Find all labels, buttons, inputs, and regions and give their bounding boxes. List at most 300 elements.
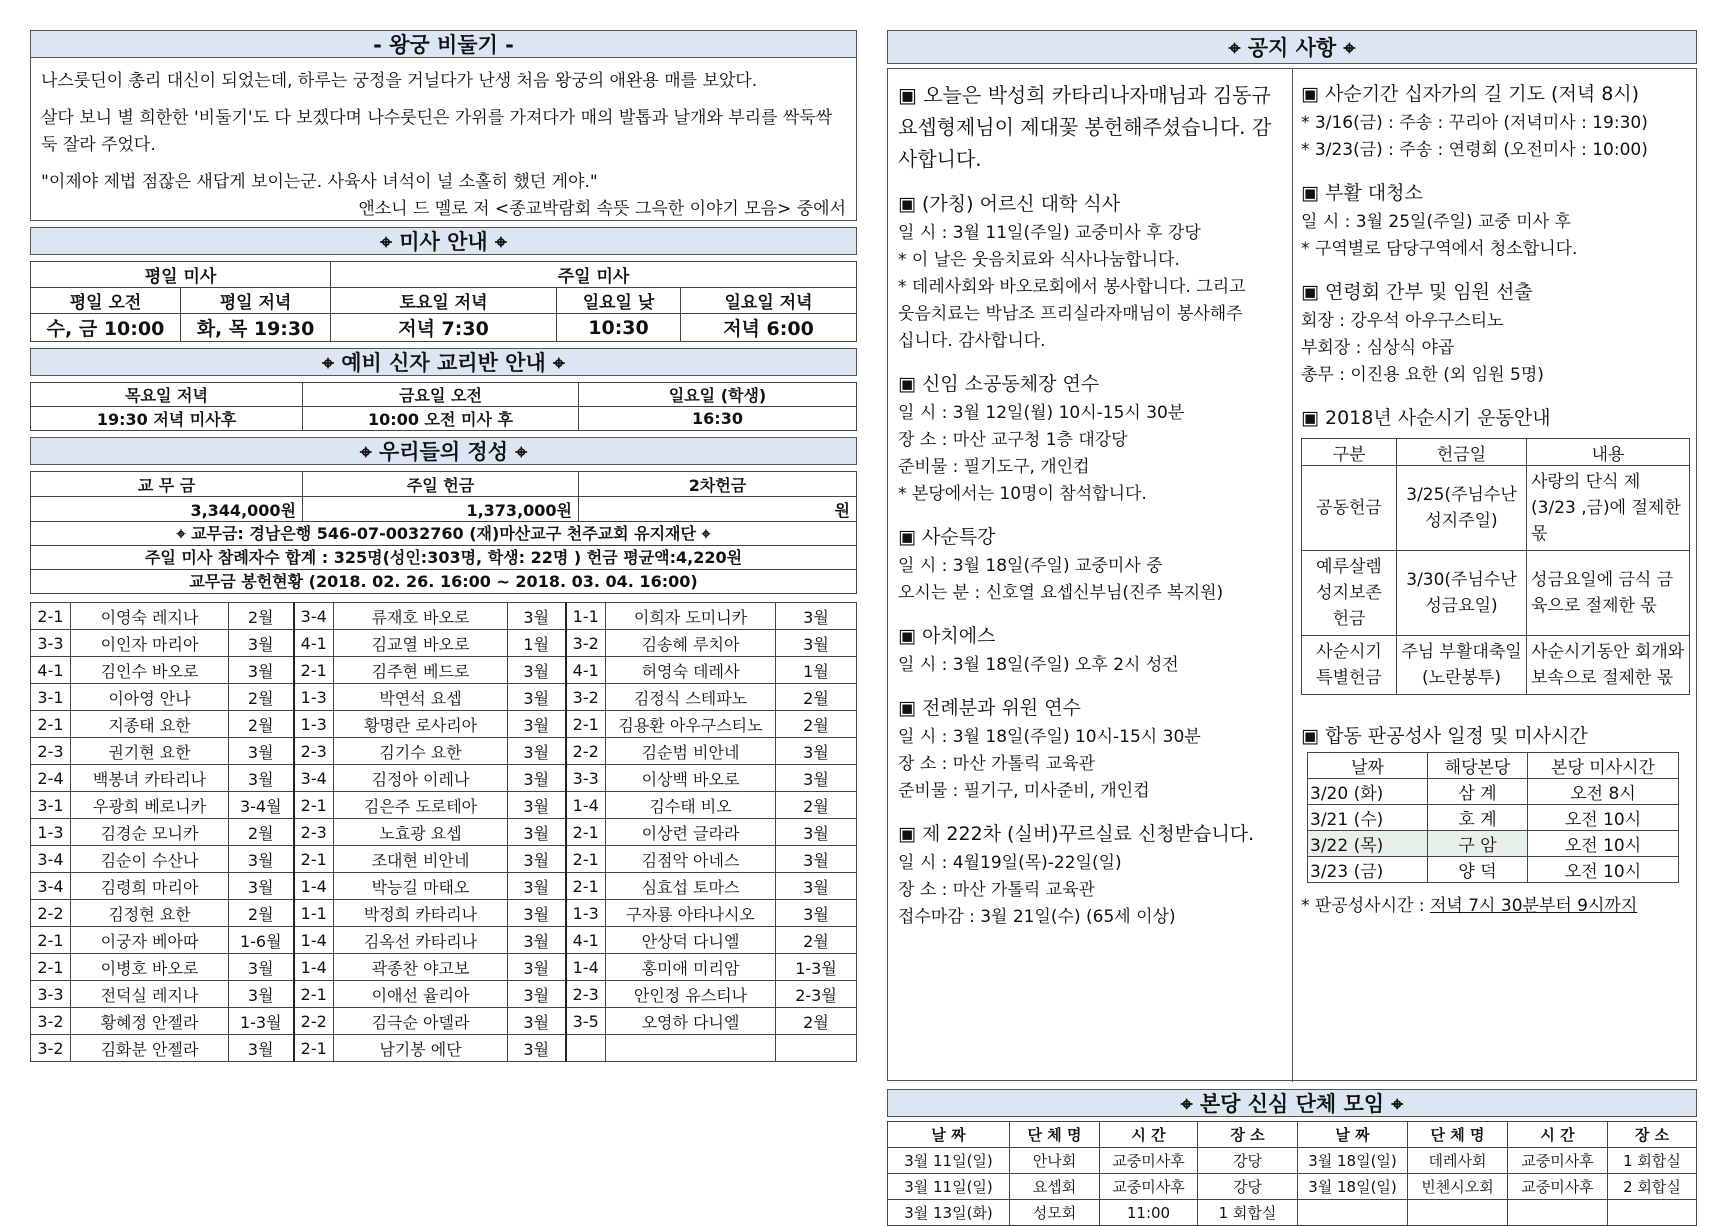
roster-months: 2월 [229,900,294,927]
roster-name: 김용환 아우구스티노 [606,711,776,738]
donation-period: 교무금 봉헌현황 (2018. 02. 26. 16:00 ~ 2018. 03. 04. 16:00) [30,570,857,594]
groups-cell: 강당 [1198,1148,1298,1174]
notice-line: 장 소 : 마산 가톨릭 교육관 [898,754,1095,774]
penance-cell: 3/21 (수) [1308,805,1428,831]
roster-name: 이아영 안나 [71,684,229,711]
roster-name: 백봉녀 카타리나 [71,765,229,792]
notice-box [887,68,1697,1081]
roster-district: 3-1 [31,684,71,711]
table-row [31,900,857,927]
catechism-time: 16:30 [579,407,857,431]
roster-months: 3월 [508,711,566,738]
roster-district: 3-4 [294,603,334,630]
groups-cell: 요셉회 [1010,1174,1100,1200]
roster-district [566,1035,606,1062]
groups-cell: 안나회 [1010,1148,1100,1174]
notice-section-title: ▣ 연령회 간부 및 임원 선출 [1301,277,1690,304]
groups-cell: 3월 18일(일) [1298,1174,1408,1200]
table-row [31,657,857,684]
campaign-col: 구분 [1302,439,1397,466]
roster-name: 지종태 요한 [71,711,229,738]
mass-time: 화, 목 19:30 [181,314,331,342]
roster-months: 3월 [776,630,857,657]
catechism-title: ⌖ 예비 신자 교리반 안내 ⌖ [30,348,857,376]
story-paragraph-2: 살다 보니 별 희한한 '비둘기'도 다 보겠다며 나수룻딘은 가위를 가져다가 매의 발톱과 날개와 부리를 싹둑싹둑 잘라 주었다. [41,108,833,155]
groups-cell [1298,1200,1408,1226]
roster-name: 김은주 도로테아 [334,792,508,819]
campaign-cell: 사순시기 특별헌금 [1302,636,1397,695]
mass-col: 평일 오전 [31,288,181,314]
table-row [31,1008,857,1035]
groups-col: 단 체 명 [1408,1122,1508,1148]
roster-months: 2월 [776,711,857,738]
roster-district: 2-3 [566,981,606,1008]
roster-months: 3월 [776,900,857,927]
mass-time: 10:30 [557,314,681,342]
notice-line: 웃음치료는 박남조 프리실라자매님이 봉사해주 [898,304,1243,324]
campaign-col: 헌금일 [1397,439,1527,466]
notice-section-title: ▣ 전례분과 위원 연수 [898,693,1284,720]
roster-name: 김경순 모니카 [71,819,229,846]
roster-district: 3-2 [31,1035,71,1062]
roster-months: 3월 [508,981,566,1008]
notice-section [1301,277,1690,389]
roster-months: 3월 [508,1008,566,1035]
mass-table [30,261,857,342]
table-row [888,1148,1697,1174]
roster-name: 김정아 이레나 [334,765,508,792]
table-row [31,1035,857,1062]
donations-table [30,471,857,522]
table-row [31,630,857,657]
roster-months: 3월 [508,684,566,711]
notice-line: * 3/23(금) : 주송 : 연령회 (오전미사 : 10:00) [1301,140,1648,160]
groups-col: 날 짜 [1298,1122,1408,1148]
campaign-table [1301,438,1690,695]
roster-district: 2-1 [294,981,334,1008]
roster-name: 곽종찬 야고보 [334,954,508,981]
notice-section [898,189,1284,355]
roster-months: 3월 [508,819,566,846]
roster-name: 권기현 요한 [71,738,229,765]
table-row [31,981,857,1008]
notice-right-panel [1293,69,1698,1082]
catechism-time: 10:00 오전 미사 후 [303,407,579,431]
mass-col: 일요일 저녁 [681,288,857,314]
roster-name: 오영하 다니엘 [606,1008,776,1035]
notice-section [1301,178,1690,263]
roster-months: 3월 [508,657,566,684]
notice-section [898,621,1284,679]
roster-name: 김령희 마리아 [71,873,229,900]
campaign-cell: 예루살렘 성지보존 헌금 [1302,551,1397,636]
roster-name: 박연석 요셉 [334,684,508,711]
attendance-summary: 주일 미사 참례자수 합계 : 325명(성인:303명, 학생: 22명 ) 헌금 평균액:4,220원 [30,546,857,570]
roster-district: 3-3 [566,765,606,792]
roster-months: 2월 [229,711,294,738]
notice-section [898,522,1284,607]
story-source: 앤소니 드 멜로 저 <종교박람회 속뜻 그윽한 이야기 모음> 중에서 [358,199,846,219]
notice-section-title: ▣ 부활 대청소 [1301,178,1690,205]
notice-section [898,819,1284,931]
notice-line: 일 시 : 3월 12일(월) 10시-15시 30분 [898,403,1185,423]
roster-name: 안상덕 다니엘 [606,927,776,954]
groups-cell: 11:00 [1100,1200,1198,1226]
roster-name: 김옥선 카타리나 [334,927,508,954]
penance-cell: 구 암 [1428,831,1528,857]
campaign-col: 내용 [1527,439,1690,466]
penance-cell: 양 덕 [1428,857,1528,883]
roster-name [606,1035,776,1062]
groups-cell: 3월 13일(화) [888,1200,1010,1226]
roster-name: 김점악 아네스 [606,846,776,873]
notice-line: * 구역별로 담당구역에서 청소합니다. [1301,239,1578,259]
roster-months: 3월 [229,954,294,981]
donation-value: 1,373,000원 [303,497,579,522]
penance-cell: 오전 10시 [1528,857,1679,883]
roster-months: 3월 [229,657,294,684]
table-row [888,1174,1697,1200]
roster-months: 3월 [508,738,566,765]
roster-district: 1-3 [294,711,334,738]
groups-title: ⌖ 본당 신심 단체 모임 ⌖ [887,1089,1697,1117]
penance-title: ▣ 합동 판공성사 일정 및 미사시간 [1301,721,1690,748]
roster-months: 1-6월 [229,927,294,954]
roster-district: 3-2 [31,1008,71,1035]
notice-line: 일 시 : 3월 11일(주일) 교중미사 후 강당 [898,223,1201,243]
campaign-title: ▣ 2018년 사순시기 운동안내 [1301,403,1690,430]
story-box [30,58,857,221]
table-row [31,738,857,765]
roster-district: 4-1 [31,657,71,684]
groups-cell: 교중미사후 [1100,1174,1198,1200]
penance-note-value: 저녁 7시 30분부터 9시까지 [1429,896,1638,916]
groups-cell [1508,1200,1608,1226]
roster-months: 3-4월 [229,792,294,819]
roster-name: 남기봉 에단 [334,1035,508,1062]
roster-district: 3-4 [294,765,334,792]
roster-district: 3-4 [31,873,71,900]
penance-note [1301,893,1690,920]
roster-name: 박정희 카타리나 [334,900,508,927]
notice-line: 준비물 : 필기구, 미사준비, 개인컵 [898,781,1150,801]
campaign-section [1301,403,1690,695]
penance-section [1301,721,1690,920]
notice-section-title: ▣ 사순특강 [898,522,1284,549]
notice-line: 준비물 : 필기도구, 개인컵 [898,457,1090,477]
table-row [1308,805,1679,831]
roster-name: 김정식 스테파노 [606,684,776,711]
roster-district: 2-1 [566,819,606,846]
roster-district: 2-1 [566,711,606,738]
table-row [1302,466,1690,551]
notice-section-title: ▣ 사순기간 십자가의 길 기도 (저녁 8시) [1301,79,1690,106]
roster-name: 김기수 요한 [334,738,508,765]
notice-line: 회장 : 강우석 아우구스티노 [1301,311,1504,331]
penance-col: 본당 미사시간 [1528,753,1679,779]
notice-lead: ▣ 오늘은 박성희 카타리나자매님과 김동규 요셉형제님이 제대꽃 봉헌해주셨습니다. 감사합니다. [898,79,1284,175]
roster-district: 2-2 [31,900,71,927]
roster-district: 3-5 [566,1008,606,1035]
roster-district: 1-3 [31,819,71,846]
donation-col: 2차헌금 [579,472,857,497]
roster-months [776,1035,857,1062]
roster-name: 이애선 율리아 [334,981,508,1008]
roster-months: 2월 [776,684,857,711]
groups-col: 시 간 [1100,1122,1198,1148]
roster-name: 김주현 베드로 [334,657,508,684]
roster-district: 2-4 [31,765,71,792]
penance-cell: 오전 10시 [1528,805,1679,831]
campaign-cell: 3/30(주님수난성금요일) [1397,551,1527,636]
roster-district: 3-4 [31,846,71,873]
roster-district: 4-1 [566,927,606,954]
roster-district: 4-1 [566,657,606,684]
roster-district: 2-3 [31,738,71,765]
roster-name: 이영숙 레지나 [71,603,229,630]
story-quote: "이제야 제법 점잖은 새답게 보이는군. 사육사 녀석이 널 소홀히 했던 게야." [41,172,598,192]
roster-months: 3월 [229,765,294,792]
roster-months: 3월 [508,765,566,792]
notice-line: * 데레사회와 바오로회에서 봉사합니다. 그리고 [898,277,1246,297]
roster-months: 2월 [229,603,294,630]
roster-months: 2월 [776,792,857,819]
table-row [1308,779,1679,805]
roster-months: 1-3월 [229,1008,294,1035]
notice-section [898,693,1284,805]
groups-cell: 3월 11일(일) [888,1174,1010,1200]
roster-district: 2-1 [31,711,71,738]
penance-cell: 호 계 [1428,805,1528,831]
donations-title: ⌖ 우리들의 정성 ⌖ [30,437,857,465]
mass-weekday-header: 평일 미사 [31,262,331,288]
donation-value: 원 [579,497,857,522]
groups-cell: 3월 11일(일) [888,1148,1010,1174]
roster-months: 2월 [229,819,294,846]
roster-months: 2-3월 [776,981,857,1008]
roster-months: 3월 [776,765,857,792]
roster-months: 3월 [508,873,566,900]
groups-col: 장 소 [1198,1122,1298,1148]
table-row [31,954,857,981]
roster-months: 1-3월 [776,954,857,981]
roster-district: 3-2 [566,630,606,657]
roster-months: 2월 [776,1008,857,1035]
roster-name: 김극순 아델라 [334,1008,508,1035]
catechism-col: 금요일 오전 [303,383,579,407]
roster-months: 3월 [776,738,857,765]
groups-cell: 강당 [1198,1174,1298,1200]
table-row [31,792,857,819]
roster-district: 3-3 [31,630,71,657]
roster-months: 3월 [776,873,857,900]
groups-col: 시 간 [1508,1122,1608,1148]
groups-cell: 데레사회 [1408,1148,1508,1174]
catechism-col: 일요일 (학생) [579,383,857,407]
roster-months: 2월 [776,927,857,954]
roster-district: 2-2 [566,738,606,765]
notice-section-title: ▣ 아치에스 [898,621,1284,648]
groups-col: 장 소 [1608,1122,1697,1148]
groups-cell: 1 회합실 [1608,1148,1697,1174]
penance-note-label: * 판공성사시간 : [1301,896,1425,916]
roster-district: 1-1 [294,900,334,927]
roster-months: 3월 [776,603,857,630]
table-row [31,819,857,846]
roster-district: 1-4 [294,954,334,981]
campaign-cell: 주님 부활대축일(노란봉투) [1397,636,1527,695]
mass-sunday-header: 주일 미사 [331,262,857,288]
mass-col: 평일 저녁 [181,288,331,314]
roster-name: 이희자 도미니카 [606,603,776,630]
roster-district: 1-4 [294,873,334,900]
groups-cell: 2 회합실 [1608,1174,1697,1200]
notice-line: 총무 : 이진용 요한 (외 임원 5명) [1301,365,1544,385]
campaign-cell: 3/25(주님수난 성지주일) [1397,466,1527,551]
mass-time: 저녁 7:30 [331,314,557,342]
roster-district: 1-4 [566,954,606,981]
roster-name: 김교열 바오로 [334,630,508,657]
roster-district: 1-4 [294,927,334,954]
penance-cell: 3/23 (금) [1308,857,1428,883]
roster-name: 황명란 로사리아 [334,711,508,738]
notice-section [898,369,1284,508]
roster-months: 3월 [229,981,294,1008]
notice-line: * 본당에서는 10명이 참석합니다. [898,484,1147,504]
donation-account: ⌖ 교무금: 경남은행 546-07-0032760 (재)마산교구 천주교회 유지재단 ⌖ [30,522,857,546]
roster-name: 홍미애 미리암 [606,954,776,981]
roster-name: 이병호 바오로 [71,954,229,981]
table-row [31,927,857,954]
roster-district: 2-1 [294,1035,334,1062]
roster-name: 김송혜 루치아 [606,630,776,657]
groups-cell: 빈첸시오회 [1408,1174,1508,1200]
penance-cell: 삼 계 [1428,779,1528,805]
roster-district: 2-1 [566,846,606,873]
story-paragraph-1: 나스룻딘이 총리 대신이 되었는데, 하루는 궁정을 거닐다가 난생 처음 왕궁의 애완용 매를 보았다. [41,71,758,91]
roster-name: 황혜정 안젤라 [71,1008,229,1035]
groups-cell: 교중미사후 [1508,1148,1608,1174]
catechism-col: 목요일 저녁 [31,383,303,407]
penance-cell: 3/20 (화) [1308,779,1428,805]
roster-district: 4-1 [294,630,334,657]
roster-district: 2-1 [31,927,71,954]
roster-district: 2-1 [294,657,334,684]
donor-roster-table [30,602,857,1062]
roster-name: 구자룡 아타나시오 [606,900,776,927]
table-row [31,846,857,873]
notice-line: 부회장 : 심상식 야곱 [1301,338,1455,358]
table-row [1302,636,1690,695]
groups-cell: 성모회 [1010,1200,1100,1226]
roster-district: 2-1 [566,873,606,900]
table-row [31,765,857,792]
roster-name: 김순범 비안네 [606,738,776,765]
roster-district: 1-1 [566,603,606,630]
donation-value: 3,344,000원 [31,497,303,522]
roster-district: 1-3 [566,900,606,927]
table-row [1308,857,1679,883]
table-row [31,873,857,900]
roster-months: 3월 [508,900,566,927]
penance-col: 해당본당 [1428,753,1528,779]
notice-line: 일 시 : 4월19일(목)-22일(일) [898,853,1122,873]
roster-district: 2-3 [294,738,334,765]
groups-cell [1408,1200,1508,1226]
roster-months: 3월 [508,603,566,630]
roster-months: 3월 [776,819,857,846]
groups-cell: 교중미사후 [1508,1174,1608,1200]
notice-line: 일 시 : 3월 25일(주일) 교중 미사 후 [1301,212,1571,232]
notice-line: 일 시 : 3월 18일(주일) 오후 2시 성전 [898,655,1179,675]
right-column [887,30,1697,1226]
roster-months: 3월 [229,846,294,873]
mass-col: 토요일 저녁 [331,288,557,314]
roster-months: 3월 [776,846,857,873]
roster-district: 1-3 [294,684,334,711]
table-row [31,711,857,738]
penance-cell: 오전 8시 [1528,779,1679,805]
roster-name: 노효광 요셉 [334,819,508,846]
notice-left-panel [888,69,1293,1082]
groups-col: 단 체 명 [1010,1122,1100,1148]
roster-district: 2-3 [294,819,334,846]
catechism-table [30,382,857,431]
roster-name: 허영숙 데레사 [606,657,776,684]
roster-district: 3-2 [566,684,606,711]
table-row [1302,551,1690,636]
campaign-cell: 사랑의 단식 제(3/23 ,금)에 절제한 몫 [1527,466,1690,551]
roster-name: 김인수 바오로 [71,657,229,684]
penance-col: 날짜 [1308,753,1428,779]
groups-cell: 1 회합실 [1198,1200,1298,1226]
roster-district: 2-1 [31,603,71,630]
mass-col: 일요일 낮 [557,288,681,314]
roster-name: 이상백 바오로 [606,765,776,792]
roster-district: 3-3 [31,981,71,1008]
notice-title: ⌖ 공지 사항 ⌖ [887,30,1697,64]
notice-line: 십니다. 감사합니다. [898,331,1046,351]
table-row [31,603,857,630]
roster-name: 조대현 비안네 [334,846,508,873]
mass-time: 수, 금 10:00 [31,314,181,342]
story-title: - 왕궁 비둘기 - [30,30,857,58]
roster-months: 3월 [508,1035,566,1062]
roster-name: 우광희 베로니카 [71,792,229,819]
mass-title: ⌖ 미사 안내 ⌖ [30,227,857,255]
roster-name: 안인정 유스티나 [606,981,776,1008]
roster-name: 이궁자 베아따 [71,927,229,954]
notice-section [1301,79,1690,164]
roster-months: 1월 [776,657,857,684]
roster-district: 3-1 [31,792,71,819]
campaign-cell: 공동헌금 [1302,466,1397,551]
notice-line: * 3/16(금) : 주송 : 꾸리아 (저녁미사 : 19:30) [1301,113,1648,133]
groups-cell [1608,1200,1697,1226]
roster-district: 2-1 [294,792,334,819]
donation-col: 주일 헌금 [303,472,579,497]
donation-col: 교 무 금 [31,472,303,497]
roster-months: 3월 [229,873,294,900]
campaign-cell: 성금요일에 금식 금육으로 절제한 몫 [1527,551,1690,636]
groups-table [887,1121,1697,1226]
groups-cell: 3월 18일(일) [1298,1148,1408,1174]
roster-name: 이상련 글라라 [606,819,776,846]
roster-name: 김정현 요한 [71,900,229,927]
notice-section-title: ▣ 제 222차 (실버)꾸르실료 신청받습니다. [898,819,1284,846]
roster-months: 3월 [229,738,294,765]
roster-name: 심효섭 토마스 [606,873,776,900]
